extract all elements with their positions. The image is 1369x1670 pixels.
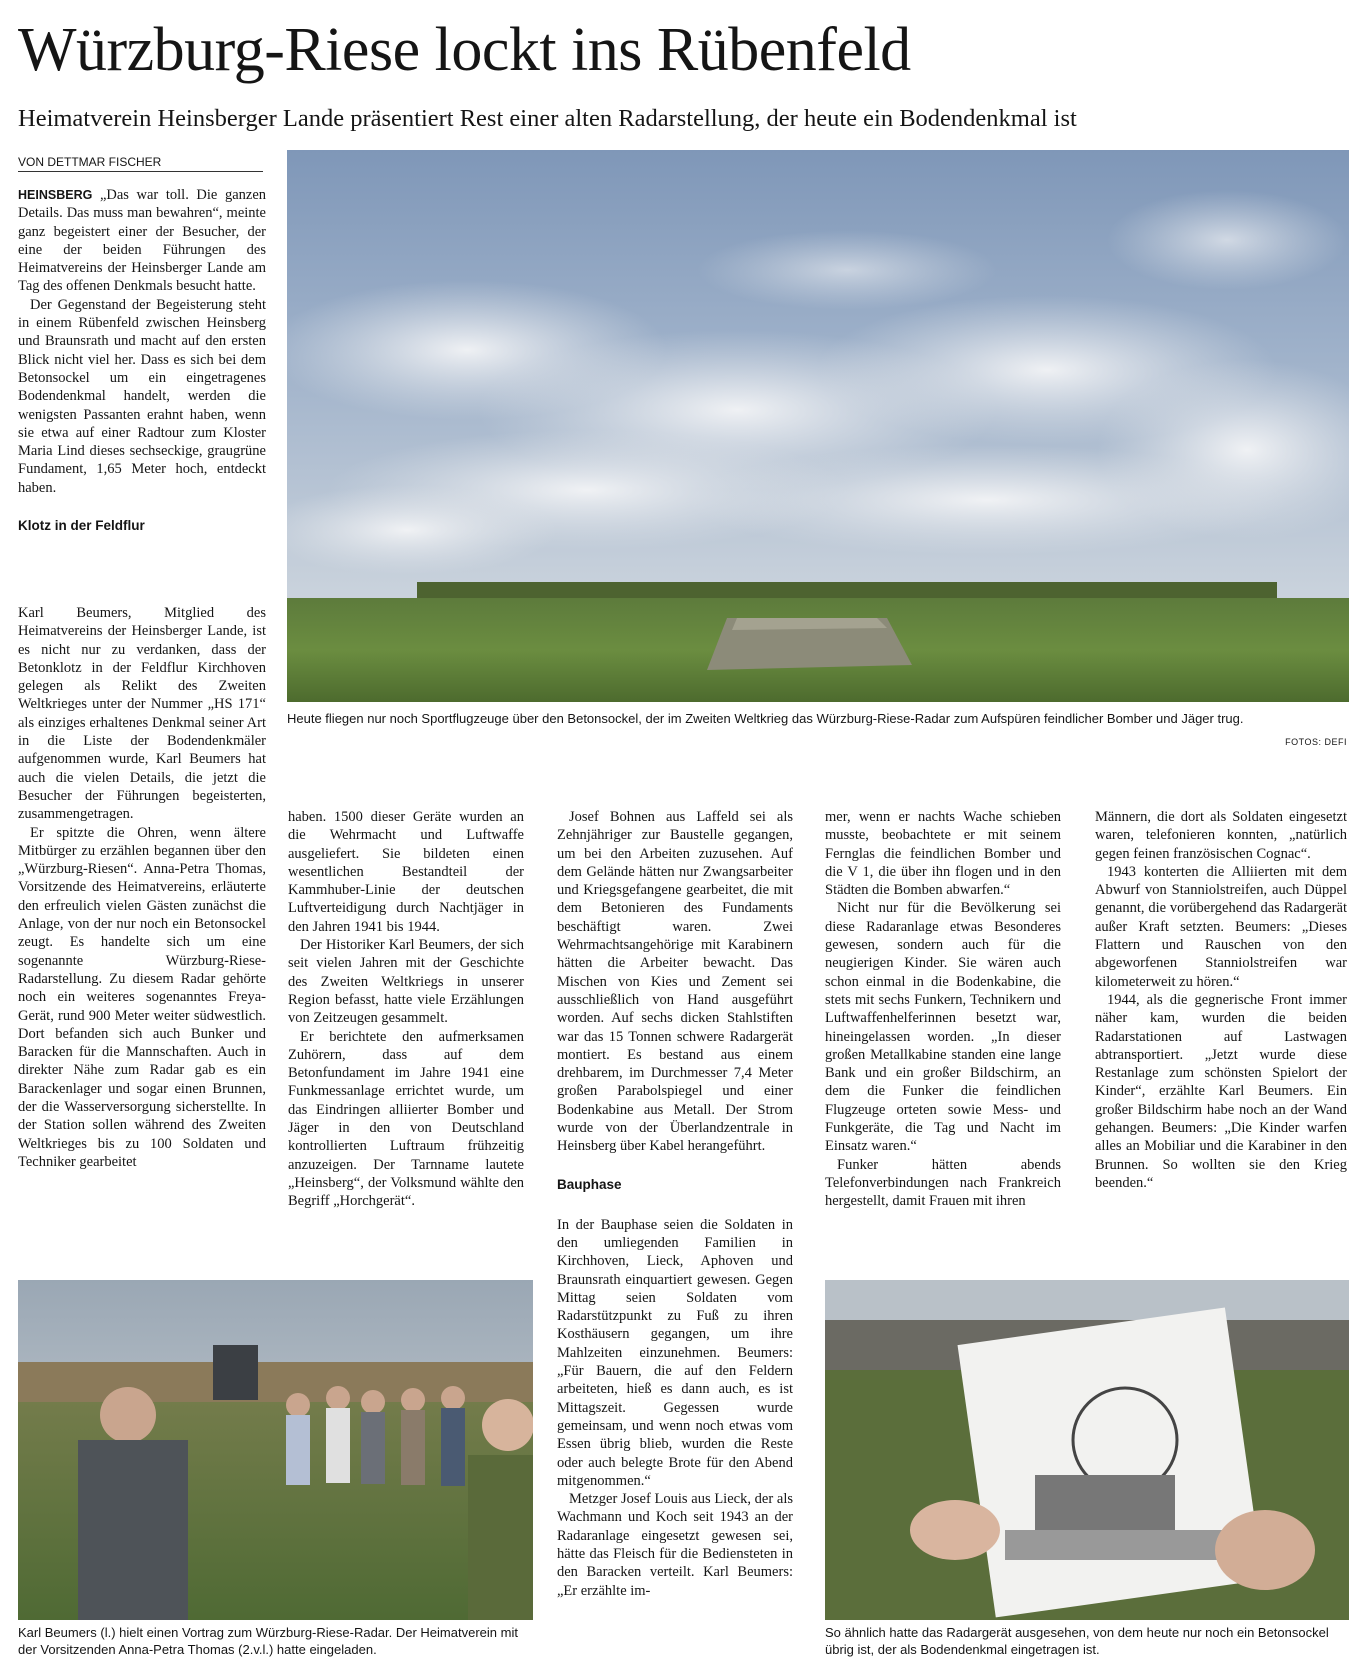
paragraph: haben. 1500 dieser Geräte wurden an die Wehrmacht und Luftwaffe ausgeliefert. Sie bildeten einen wesentlichen Bestandteil der Kammhuber-Linie der deutschen Luftverteidigung durch Nachtjäger in den Jahren 1941 bis 1944. <box>288 809 524 935</box>
section-heading: Bauphase <box>557 1176 622 1192</box>
article-column-1-continued <box>18 604 266 1171</box>
paragraph: Funker hätten abends Telefonverbindungen nach Frankreich hergestellt, damit Frauen mit ihren <box>825 1156 1061 1210</box>
paragraph: mer, wenn er nachts Wache schieben musste, beobachtete er mit seinem Fernglas die feindlichen Bomber und die V 1, die über ihn flogen und in den Städten die Bomben abwarfen.“ <box>825 809 1061 899</box>
paragraph <box>18 186 266 296</box>
paragraph: Karl Beumers, Mitglied des Heimatvereins der Heinsberger Lande, ist es nicht nur zu verdanken, dass der Betonklotz in der Feldflur Kirchhoven gelegen als Relikt des Zweiten Weltkrieges unter der Nummer „HS 171“ als einziges erhaltenes Denkmal seiner Art in die Liste der Bodendenkmäler aufgenommen wurde, Karl Beumers hat auch die vielen Details, die jetzt die Besucher der Führungen begeisterten, zusammengetragen. <box>18 605 266 823</box>
subheadline: Heimatverein Heinsberger Lande präsentiert Rest einer alten Radarstellung, der heute ein Bodendenkmal ist <box>18 105 1077 132</box>
paragraph: Der Historiker Karl Beumers, der sich seit vielen Jahren mit der Geschichte des Zweiten Weltkriegs in unserer Region befasst, hatte viele Erzählungen von Zeitzeugen gesammelt. <box>288 937 524 1027</box>
article-column-2 <box>288 808 524 1211</box>
paragraph: In der Bauphase seien die Soldaten in den umliegenden Familien in Kirchhoven, Lieck, Aphoven und Braunsrath einquartiert gewesen. Gegen Mittag seien Soldaten vom Radarstützpunkt zu Fuß zu ihren Kosthäusern gegangen, um ihre Mahlzeiten einzunehmen. Beumers: „Für Bauern, die auf den Feldern arbeiteten, hieß es dann auch, es ist Mittagszeit. Gegessen wurde gemeinsam, und wenn noch etwas vom Essen übrig blieb, wurden die Reste oder auch belegte Brote für den Abend mitgenommen.“ <box>557 1216 793 1489</box>
dateline: HEINSBERG <box>18 188 93 202</box>
main-photo-field-bunker <box>287 150 1349 702</box>
section-heading: Klotz in der Feldflur <box>18 518 145 534</box>
lecture-photo-caption: Karl Beumers (l.) hielt einen Vortrag zum Würzburg-Riese-Radar. Der Heimatverein mit der Vorsitzenden Anna-Petra Thomas (2.v.l.) hatte eingeladen. <box>18 1625 518 1657</box>
paragraph: Metzger Josef Louis aus Lieck, der als Wachmann und Koch seit 1943 an der Radaranlage eingesetzt gewesen sei, hätte das Fleisch für die Bediensteten in den Baracken verteilt. Karl Beumers: „Er erzählte im- <box>557 1491 793 1599</box>
paragraph: Er berichtete den aufmerksamen Zuhörern, dass auf dem Betonfundament im Jahre 1941 eine Funkmessanlage errichtet wurde, um das Eindringen alliierter Bomber und Jäger in den von Deutschland kontrollierten Luftraum frühzeitig anzuzeigen. Der Tarnname lautete „Heinsberg“, der Volksmund wählte den Begriff „Horchgerät“. <box>288 1028 524 1210</box>
article-column-5 <box>1095 808 1347 1192</box>
lecture-group-image <box>18 1280 533 1620</box>
article-column-4 <box>825 808 1061 1211</box>
paragraph: Er spitzte die Ohren, wenn ältere Mitbürger zu erzählen begannen über den „Würzburg-Riesen“. Anna-Petra Thomas, Vorsitzende des Heimatvereins, erläuterte den erfreulich vielen Gästen zunächst die Anlage, von der nur noch ein Betonsockel zeugt. Es handelte sich um eine sogenannte Würzburg-Riese-Radarstellung. Zu diesem Radar gehörte noch ein weiteres sogenanntes Freya-Gerät, rund 900 Meter weiter südwestlich. Dort befanden sich auch Bunker und Baracken für die Mannschaften. Auch in direkter Nähe zum Radar gab es ein Barackenlager und sogar einen Brunnen, der die Wasserversorgung sicherstellte. In der Station sollen während des Zweiten Weltkrieges bis zu 100 Soldaten und Techniker gearbeitet <box>18 824 266 1170</box>
field-landscape-image <box>287 150 1349 702</box>
photo-credit: FOTOS: DEFI <box>1285 737 1347 747</box>
paragraph: 1944, als die gegnerische Front immer näher kam, wurden die beiden Radarstationen auf Lastwagen abtransportiert. „Jetzt wurde diese Restanlage zum schönsten Spielort der Kinder“, erzählte Karl Beumers. Ein großer Bildschirm habe noch an der Wand gehangen. Beumers: „Die Kinder warfen alles an Mobiliar und die Karabiner in den Brunnen. So wollten sie den Krieg beenden.“ <box>1095 991 1347 1191</box>
article-column-3 <box>557 808 793 1600</box>
byline: VON DETTMAR FISCHER <box>18 154 263 172</box>
main-photo-caption: Heute fliegen nur noch Sportflugzeuge über den Betonsockel, der im Zweiten Weltkrieg das Würzburg-Riese-Radar zum Aufspüren feindlicher Bomber und Jäger trug. <box>287 711 1244 726</box>
photo-radar-drawing <box>825 1280 1349 1620</box>
photo-lecture-group <box>18 1280 533 1620</box>
paragraph-text: „Das war toll. Die ganzen Details. Das muss man bewahren“, meinte ganz begeistert einer der Besucher, der eine der beiden Führungen des Heimatvereins der Heinsberger Lande am Tag des offenen Denkmals besucht hatte. <box>18 187 267 295</box>
paragraph: Josef Bohnen aus Laffeld sei als Zehnjähriger zur Baustelle gegangen, um bei den Arbeiten zuzusehen. Auf dem Gelände hätten nur Zwangsarbeiter und Kriegsgefangene gearbeitet, die mit dem Betonieren des Fundaments beschäftigt waren. Zwei Wehrmachtsangehörige mit Karabinern hätten die Arbeiter bewacht. Das Mischen von Kies und Zement sei ausschließlich von Hand ausgeführt worden. Auf sechs dicken Stahlstiften war das 15 Tonnen schwere Radargerät montiert. Es bestand aus einem drehbarem, im Durchmesser 7,4 Meter großen Parabolspiegel und einer Bodenkabine aus Metall. Der Strom wurde von der Überlandzentrale in Heinsberg über Kabel herangeführt. <box>557 809 793 1155</box>
paragraph: Männern, die dort als Soldaten eingesetzt waren, telefonieren konnten, „natürlich gegen feinen französischen Cognac“. <box>1095 809 1347 862</box>
paragraph: 1943 konterten die Alliierten mit dem Abwurf von Stanniolstreifen, auch Düppel genannt, die vorübergehend das Radargerät außer Kraft setzten. Beumers: „Dieses Flattern und Rauschen von den abgeworfenen Stanniolstreifen war kilometerweit zu hören.“ <box>1095 863 1347 990</box>
radar-drawing-caption: So ähnlich hatte das Radargerät ausgesehen, von dem heute nur noch ein Betonsockel übrig ist, der als Bodendenkmal eingetragen ist. <box>825 1625 1329 1657</box>
headline: Würzburg-Riese lockt ins Rübenfeld <box>18 16 911 84</box>
paragraph: Nicht nur für die Bevölkerung sei diese Radaranlage etwas Besonderes gewesen, sondern auch für die neugierigen Kinder. Sie wären auch schon einmal in die Bodenkabine, die stets mit sechs Funkern, Technikern und Luftwaffenhelferinnen besetzt war, hineingelassen worden. „In dieser großen Metallkabine standen eine lange Bank und ein großer Bildschirm, an dem die Funker die feindlichen Flugzeuge orteten sowie Mess- und Funkgeräte, die Tag und Nacht im Einsatz waren.“ <box>825 900 1061 1155</box>
paragraph: Der Gegenstand der Begeisterung steht in einem Rübenfeld zwischen Heinsberg und Braunsrath und macht auf den ersten Blick nicht viel her. Dass es sich bei dem Betonsockel um ein eingetragenes Bodendenkmal handelt, werden die wenigsten Passanten erahnt haben, wenn sie etwa auf einer Radtour zum Kloster Maria Lind dieses sechseckige, graugrüne Fundament, 1,65 Meter hoch, entdeckt haben. <box>18 296 266 496</box>
article-column-1 <box>18 186 266 557</box>
radar-drawing-image <box>825 1280 1349 1620</box>
